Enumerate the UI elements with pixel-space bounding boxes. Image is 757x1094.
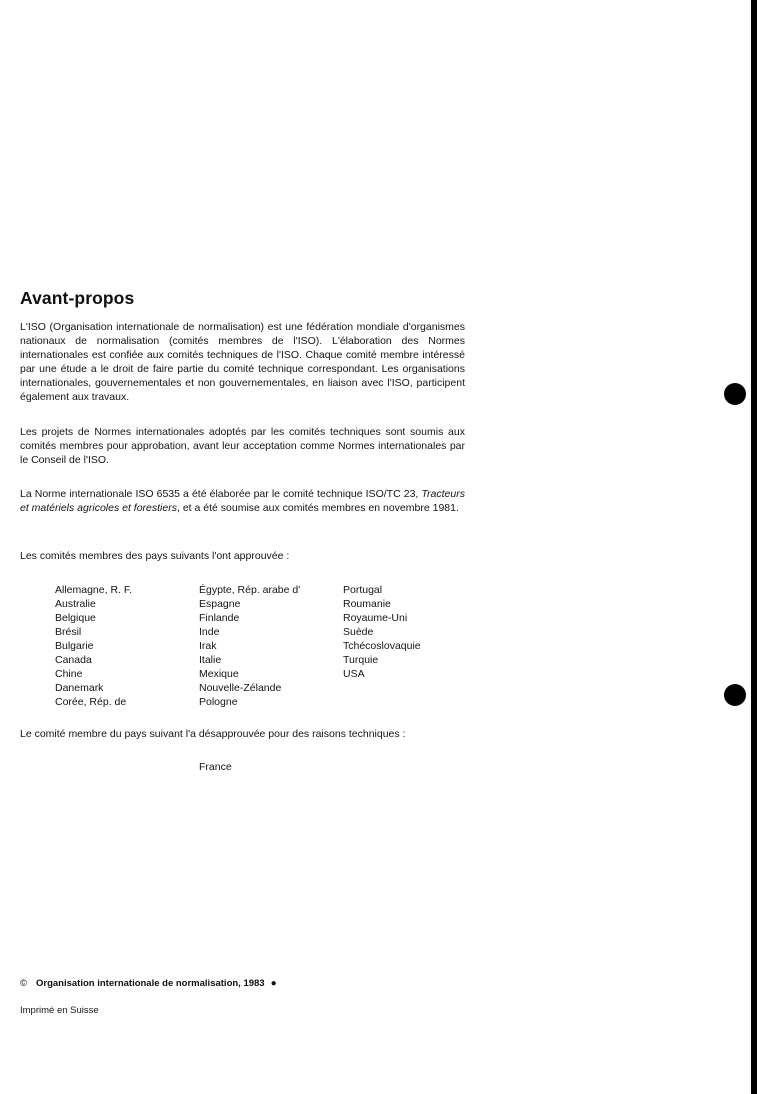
list-item: Inde: [199, 626, 220, 638]
page-edge-bar: [751, 0, 757, 1094]
paragraph-draft-standards: Les projets de Normes internationales adoptés par les comités techniques sont soumis aux comités membres pour approbation, avant leur acceptation comme Normes internationales par le Conseil de l'ISO.: [20, 426, 465, 466]
disapproving-country: France: [199, 761, 232, 773]
list-item: Espagne: [199, 598, 241, 610]
country-list-column-2: [199, 583, 300, 709]
list-item: Égypte, Rép. arabe d': [199, 584, 301, 596]
bullet-dot-icon: ●: [270, 978, 277, 989]
list-item: Roumanie: [343, 598, 391, 610]
list-item: Pologne: [199, 696, 238, 708]
origin-text-end: , et a été soumise aux comités membres en novembre 1981.: [176, 502, 459, 514]
origin-text-start: La Norme internationale ISO 6535 a été élaborée par le comité technique ISO/TC 23,: [20, 488, 422, 500]
list-item: Belgique: [55, 612, 96, 624]
list-item: Allemagne, R. F.: [55, 584, 133, 596]
list-item: Corée, Rép. de: [55, 696, 127, 708]
list-item: Brésil: [55, 626, 82, 638]
list-item: Finlande: [199, 612, 240, 624]
country-list-column-1: [55, 583, 132, 709]
list-item: Nouvelle-Zélande: [199, 682, 282, 694]
printed-in-note: Imprimé en Suisse: [20, 1005, 99, 1016]
list-item: Portugal: [343, 584, 383, 596]
list-item: Mexique: [199, 668, 239, 680]
list-item: Bulgarie: [55, 640, 94, 652]
paragraph-iso-intro: L'ISO (Organisation internationale de normalisation) est une fédération mondiale d'organismes nationaux de normalisation (comités membres de l'ISO). L'élaboration des Normes internationales est confiée aux comités techniques de l'ISO. Chaque comité membre intéressé par une étude a le droit de faire partie du comité technique correspondant. Les organisations internationales, gouvernementales et non gouvernementales, en liaison avec l'ISO, participent également aux travaux.: [20, 321, 465, 403]
copyright-icon: ©: [20, 978, 27, 989]
committee-subject: Tracteurs et matériels agricoles et forestiers: [20, 488, 465, 514]
country-list-column-3: [343, 583, 421, 681]
list-item: Royaume-Uni: [343, 612, 408, 624]
copyright-text: Organisation internationale de normalisation, 1983: [36, 978, 265, 989]
list-item: Irak: [199, 640, 217, 652]
approval-intro: Les comités membres des pays suivants l'ont approuvée :: [20, 550, 290, 562]
list-item: Tchécoslovaquie: [343, 640, 421, 652]
list-item: Italie: [199, 654, 222, 666]
list-item: Danemark: [55, 682, 104, 694]
list-item: USA: [343, 668, 365, 680]
list-item: Chine: [55, 668, 83, 680]
margin-bullet-mark: [724, 383, 746, 405]
disapproval-intro: Le comité membre du pays suivant l'a désapprouvée pour des raisons techniques :: [20, 728, 406, 740]
list-item: Australie: [55, 598, 96, 610]
list-item: Turquie: [343, 654, 379, 666]
list-item: Suède: [343, 626, 374, 638]
margin-bullet-mark: [724, 684, 746, 706]
list-item: Canada: [55, 654, 92, 666]
paragraph-standard-origin: [20, 487, 465, 515]
copyright-line: [20, 978, 277, 989]
page-title: Avant-propos: [20, 288, 135, 308]
